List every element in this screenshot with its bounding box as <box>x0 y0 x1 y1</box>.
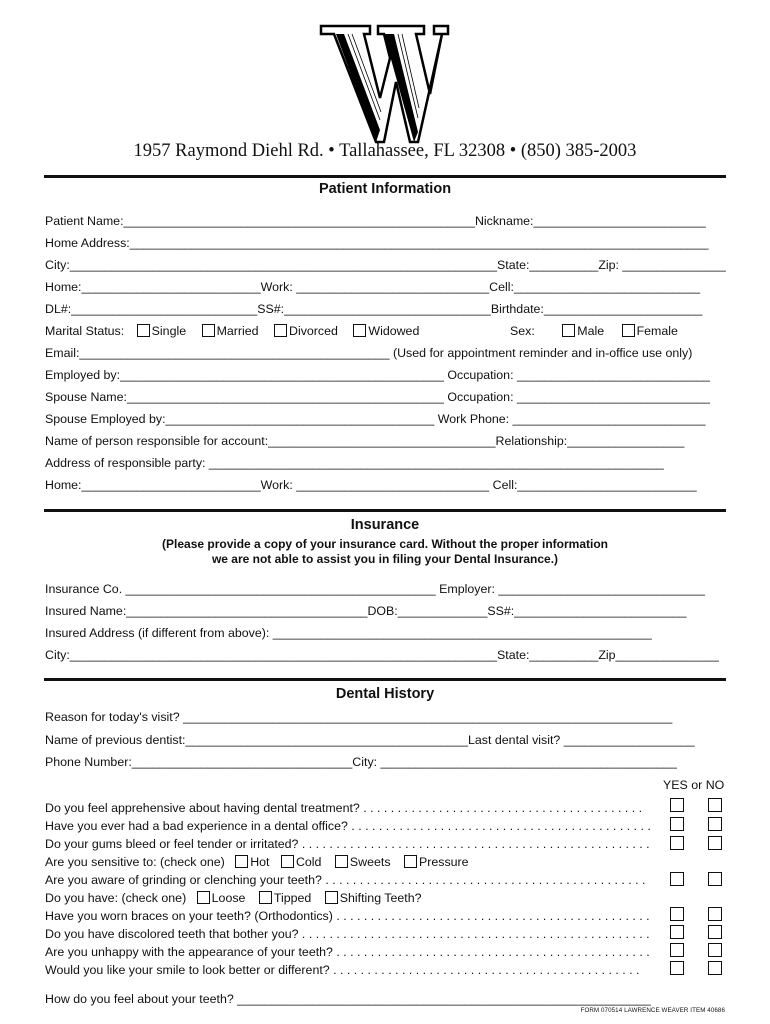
email-field[interactable]: Email:_____________________________________________ (Used for appointment reminder and in-office use only) <box>45 346 693 360</box>
phone-fields[interactable]: Home:__________________________Work: ____________________________Cell:___________________________ <box>45 280 701 294</box>
insured-name-field[interactable]: Insured Name:___________________________________DOB:_____________SS#:_________________________ <box>45 604 687 618</box>
spouse-employed-field[interactable]: Spouse Employed by:_______________________________________ Work Phone: ____________________________ <box>45 412 706 426</box>
single-label: Single <box>151 324 187 338</box>
divider <box>44 175 726 178</box>
home-address-field[interactable]: Home Address:____________________________________________________________________________________ <box>45 236 709 250</box>
divorced-checkbox[interactable] <box>274 324 287 337</box>
responsible-person-field[interactable]: Name of person responsible for account:_________________________________Relationship:_________________ <box>45 434 685 448</box>
divorced-label: Divorced <box>289 324 338 338</box>
q8-yes-checkbox[interactable] <box>670 925 684 939</box>
tipped-checkbox[interactable] <box>259 891 272 904</box>
marital-status-label: Marital Status: <box>45 324 125 338</box>
yes-no-header: YES or NO <box>663 778 725 792</box>
spouse-name-field[interactable]: Spouse Name:______________________________________________ Occupation: ____________________________ <box>45 390 710 404</box>
responsible-address-field[interactable]: Address of responsible party: __________________________________________________________________ <box>45 456 664 470</box>
male-checkbox[interactable] <box>562 324 575 337</box>
insurance-note-line1: (Please provide a copy of your insurance card. Without the proper information <box>162 537 608 551</box>
insured-address-field[interactable]: Insured Address (if different from above): _______________________________________________________ <box>45 626 652 640</box>
q10-no-checkbox[interactable] <box>708 961 722 975</box>
q9-no-checkbox[interactable] <box>708 943 722 957</box>
q2-no-checkbox[interactable] <box>708 817 722 831</box>
q5-no-checkbox[interactable] <box>708 872 722 886</box>
single-checkbox[interactable] <box>137 324 150 337</box>
sensitive-label: Are you sensitive to: (check one) <box>45 855 225 869</box>
sweets-checkbox[interactable] <box>335 855 348 868</box>
question-have-teeth <box>45 891 422 906</box>
q1-no-checkbox[interactable] <box>708 798 722 812</box>
section-heading-dental-history: Dental History <box>335 686 435 702</box>
pressure-label: Pressure <box>418 855 469 869</box>
have-teeth-label: Do you have: (check one) <box>45 891 187 905</box>
sex-row <box>510 324 678 339</box>
q5-yes-checkbox[interactable] <box>670 872 684 886</box>
question-unhappy: Are you unhappy with the appearance of your teeth? . . . . . . . . . . . . . . . . . . . . . . . . . . . . . . . . . . . . . . . . . . . . . . <box>45 945 650 959</box>
form-number: FORM 070514 LAWRENCE WEAVER ITEM 40686 <box>580 1007 725 1014</box>
previous-dentist-field[interactable]: Name of previous dentist:_________________________________________Last dental visit? ___________________ <box>45 733 695 747</box>
q9-yes-checkbox[interactable] <box>670 943 684 957</box>
insurance-company-field[interactable]: Insurance Co. _____________________________________________ Employer: ______________________________ <box>45 582 706 596</box>
widowed-label: Widowed <box>368 324 420 338</box>
q8-no-checkbox[interactable] <box>708 925 722 939</box>
question-feel-about-teeth[interactable]: How do you feel about your teeth? ____________________________________________________________ <box>45 992 651 1006</box>
phone-city-field[interactable]: Phone Number:________________________________City: ___________________________________________ <box>45 755 677 769</box>
insured-city-field[interactable]: City:______________________________________________________________State:__________Zip_______________ <box>45 648 719 662</box>
hot-checkbox[interactable] <box>235 855 248 868</box>
question-smile: Would you like your smile to look better or different? . . . . . . . . . . . . . . . . . . . . . . . . . . . . . . . . . . . . . . . . . . . . . <box>45 963 640 977</box>
q3-no-checkbox[interactable] <box>708 836 722 850</box>
shifting-teeth-checkbox[interactable] <box>325 891 338 904</box>
reason-for-visit-field[interactable]: Reason for today's visit? _______________________________________________________________________ <box>45 710 673 724</box>
married-checkbox[interactable] <box>202 324 215 337</box>
male-label: Male <box>577 324 605 338</box>
tipped-label: Tipped <box>273 891 312 905</box>
sex-label: Sex: <box>510 324 535 338</box>
q7-no-checkbox[interactable] <box>708 907 722 921</box>
weaver-w-logo <box>318 20 450 146</box>
cold-checkbox[interactable] <box>281 855 294 868</box>
q1-yes-checkbox[interactable] <box>670 798 684 812</box>
female-checkbox[interactable] <box>622 324 635 337</box>
divider <box>44 678 726 681</box>
pressure-checkbox[interactable] <box>404 855 417 868</box>
sweets-label: Sweets <box>349 855 391 869</box>
insurance-note-line2: we are not able to assist you in filing your Dental Insurance.) <box>211 552 559 566</box>
cold-label: Cold <box>295 855 322 869</box>
widowed-checkbox[interactable] <box>353 324 366 337</box>
q3-yes-checkbox[interactable] <box>670 836 684 850</box>
q2-yes-checkbox[interactable] <box>670 817 684 831</box>
hot-label: Hot <box>250 855 270 869</box>
practice-address: 1957 Raymond Diehl Rd. • Tallahassee, FL 32308 • (850) 385-2003 <box>133 141 637 161</box>
question-apprehensive: Do you feel apprehensive about having dental treatment? . . . . . . . . . . . . . . . . . . . . . . . . . . . . . . . . . . . . . . . . . <box>45 801 643 815</box>
shifting-teeth-label: Shifting Teeth? <box>339 891 422 905</box>
responsible-phone-fields[interactable]: Home:__________________________Work: ____________________________ Cell:__________________________ <box>45 478 697 492</box>
q10-yes-checkbox[interactable] <box>670 961 684 975</box>
married-label: Married <box>216 324 259 338</box>
employed-by-field[interactable]: Employed by:_______________________________________________ Occupation: ____________________________ <box>45 368 710 382</box>
city-state-zip-field[interactable]: City:______________________________________________________________State:__________Zip: _______________ <box>45 258 726 272</box>
loose-label: Loose <box>211 891 246 905</box>
question-discolored: Do you have discolored teeth that bother you? . . . . . . . . . . . . . . . . . . . . . . . . . . . . . . . . . . . . . . . . . . . . . . . . . . . <box>45 927 650 941</box>
question-grinding: Are you aware of grinding or clenching your teeth? . . . . . . . . . . . . . . . . . . . . . . . . . . . . . . . . . . . . . . . . . . . . . . . <box>45 873 646 887</box>
section-heading-patient-info: Patient Information <box>318 181 452 197</box>
female-label: Female <box>636 324 678 338</box>
question-bad-experience: Have you ever had a bad experience in a dental office? . . . . . . . . . . . . . . . . . . . . . . . . . . . . . . . . . . . . . . . . . . . . <box>45 819 651 833</box>
dl-ss-birthdate-field[interactable]: DL#:___________________________SS#:______________________________Birthdate:_______________________ <box>45 302 703 316</box>
marital-status-row <box>45 324 419 339</box>
loose-checkbox[interactable] <box>197 891 210 904</box>
section-heading-insurance: Insurance <box>350 517 420 533</box>
question-gums-bleed: Do your gums bleed or feel tender or irritated? . . . . . . . . . . . . . . . . . . . . . . . . . . . . . . . . . . . . . . . . . . . . . . . . . . . <box>45 837 650 851</box>
question-braces: Have you worn braces on your teeth? (Orthodontics) . . . . . . . . . . . . . . . . . . . . . . . . . . . . . . . . . . . . . . . . . . . . . . <box>45 909 650 923</box>
question-sensitive <box>45 855 469 870</box>
patient-name-field[interactable]: Patient Name:___________________________________________________Nickname:_________________________ <box>45 214 706 228</box>
q7-yes-checkbox[interactable] <box>670 907 684 921</box>
divider <box>44 509 726 512</box>
